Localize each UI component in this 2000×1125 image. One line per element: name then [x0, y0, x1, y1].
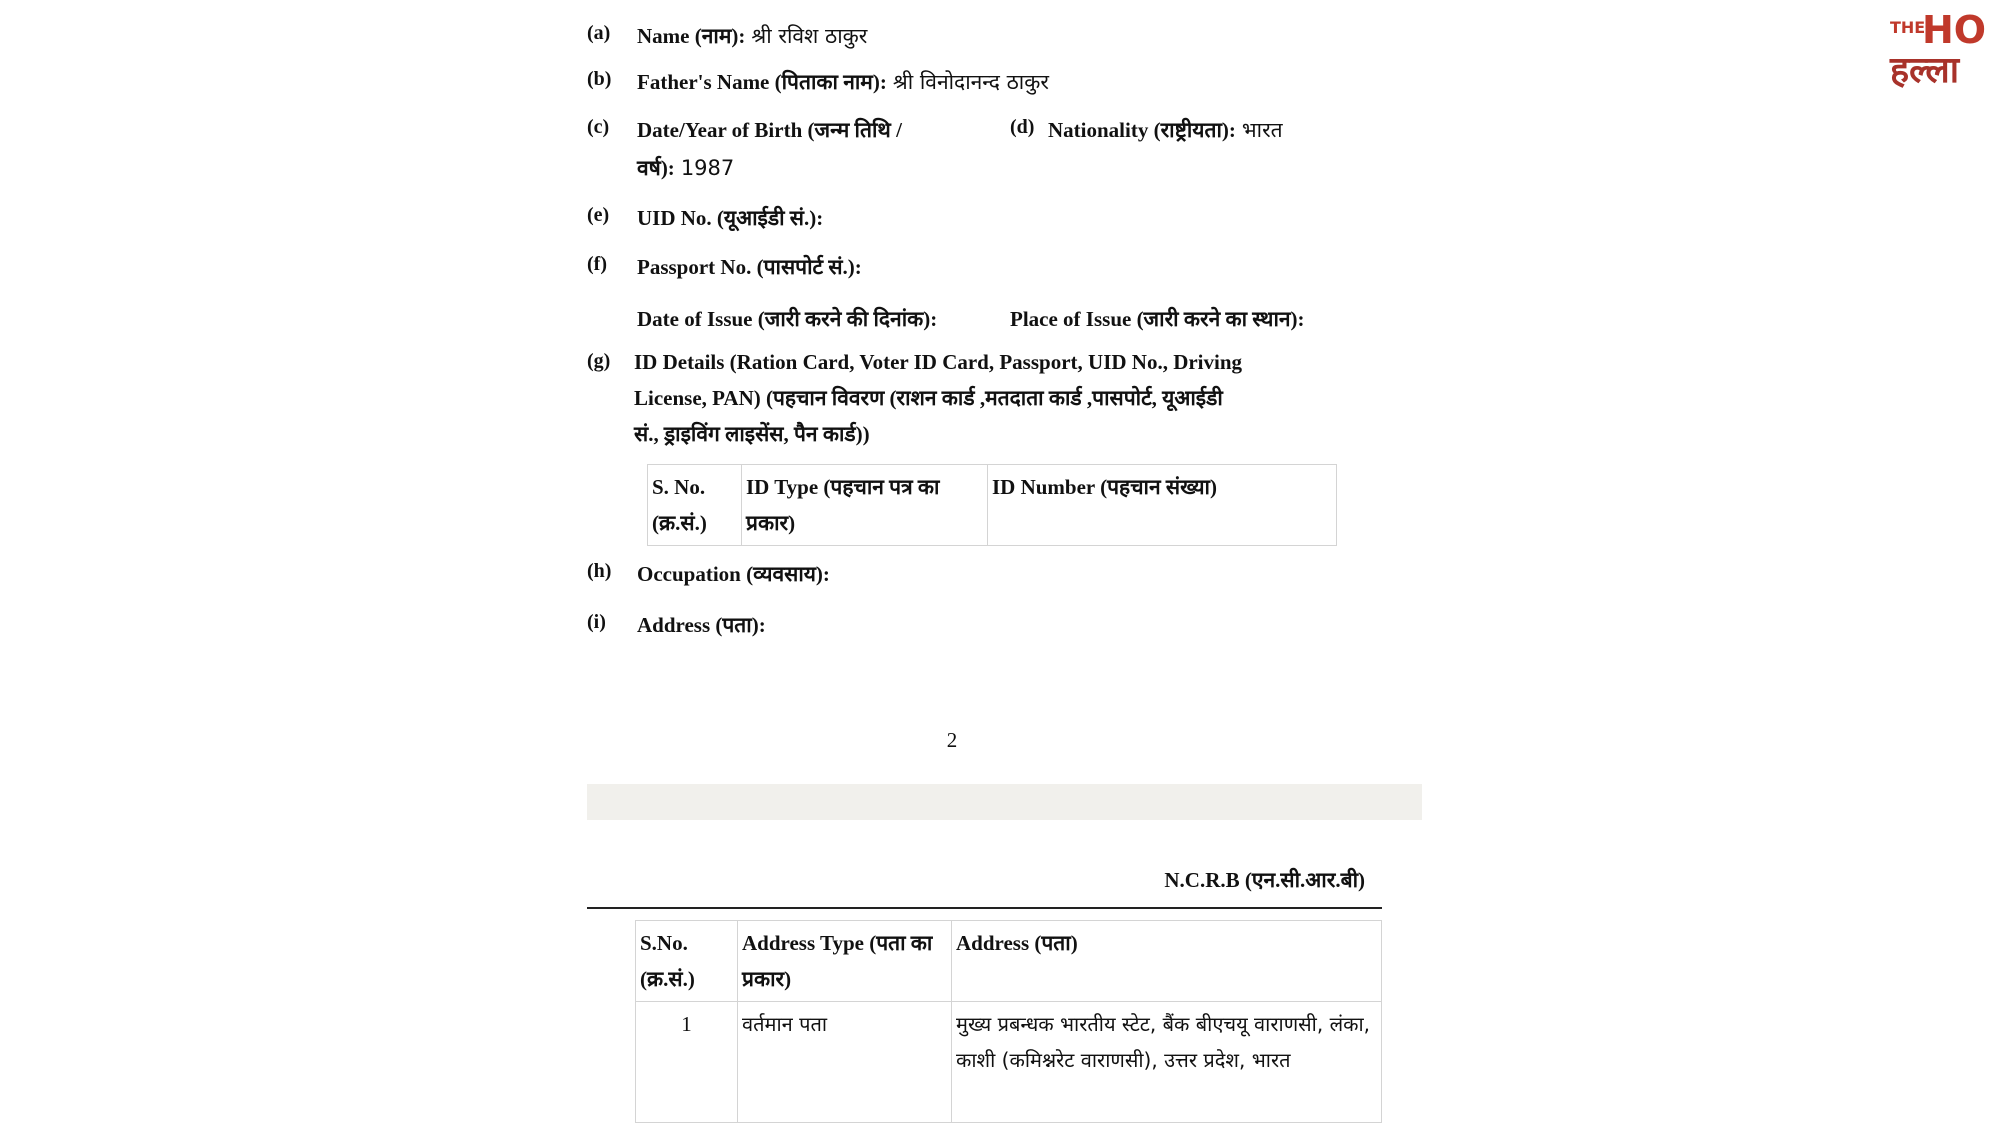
name-value: श्री रविश ठाकुर [751, 24, 868, 48]
dob-label-cont: वर्ष): [637, 156, 675, 180]
address-table [635, 920, 1382, 1123]
passport-label: Passport No. (पासपोर्ट सं.): [637, 255, 862, 279]
cell-address-type: वर्तमान पता [738, 1002, 952, 1123]
table-header-address: Address (पता) [952, 921, 1382, 1002]
date-of-issue-label: Date of Issue (जारी करने की दिनांक): [637, 307, 938, 331]
cell-sno: 1 [636, 1002, 738, 1123]
table-header-id-number: ID Number (पहचान संख्या) [988, 465, 1337, 546]
nationality-label: Nationality (राष्ट्रीयता): [1048, 118, 1236, 142]
field-letter: (g) [587, 350, 611, 372]
id-details-line1: ID Details (Ration Card, Voter ID Card, Passport, UID No., Driving [634, 350, 1243, 374]
field-letter: (e) [587, 204, 610, 226]
table-header-sno: S. No. (क्र.सं.) [648, 465, 742, 546]
table-header-row [648, 465, 1337, 546]
field-letter: (b) [587, 68, 612, 90]
logo-the: THE [1890, 18, 1926, 37]
name-label: Name (नाम): [637, 24, 746, 48]
address-label: Address (पता): [637, 613, 766, 637]
table-row [636, 1002, 1382, 1123]
logo-ho: HO [1922, 8, 1987, 52]
field-letter: (d) [1010, 116, 1035, 138]
page-number: 2 [946, 728, 958, 752]
table-header-sno: S.No. (क्र.सं.) [636, 921, 738, 1002]
occupation-label: Occupation (व्यवसाय): [637, 562, 830, 586]
cell-address: मुख्य प्रबन्धक भारतीय स्टेट, बैंक बीएचयू वाराणसी, लंका, काशी (कमिश्नरेट वाराणसी), उत्तर प्रदेश, भारत [952, 1002, 1382, 1123]
field-letter: (h) [587, 560, 612, 582]
father-name-value: श्री विनोदानन्द ठाकुर [892, 70, 1049, 94]
uid-label: UID No. (यूआईडी सं.): [637, 206, 824, 230]
id-details-table [647, 464, 1337, 546]
field-letter: (a) [587, 22, 611, 44]
field-letter: (c) [587, 116, 610, 138]
id-details-line3: सं., ड्राइविंग लाइसेंस, पैन कार्ड)) [634, 422, 870, 446]
place-of-issue-label: Place of Issue (जारी करने का स्थान): [1010, 307, 1305, 331]
field-letter: (f) [587, 253, 607, 275]
ncrb-header: N.C.R.B (एन.सी.आर.बी) [1164, 868, 1365, 892]
page-separator [587, 784, 1422, 820]
dob-value: 1987 [680, 156, 735, 180]
document-page [587, 0, 1417, 1125]
table-header-id-type: ID Type (पहचान पत्र का प्रकार) [742, 465, 988, 546]
nationality-value: भारत [1241, 118, 1283, 142]
table-header-row [636, 921, 1382, 1002]
father-name-label: Father's Name (पिताका नाम): [637, 70, 887, 94]
dob-label: Date/Year of Birth (जन्म तिथि / [637, 118, 902, 142]
channel-logo [1888, 8, 2000, 91]
field-letter: (i) [587, 611, 606, 633]
table-header-address-type: Address Type (पता का प्रकार) [738, 921, 952, 1002]
id-details-line2: License, PAN) (पहचान विवरण (राशन कार्ड ,मतदाता कार्ड ,पासपोर्ट, यूआईडी [634, 386, 1223, 410]
header-rule [587, 907, 1382, 909]
logo-halla: हल्ला [1890, 50, 1960, 91]
